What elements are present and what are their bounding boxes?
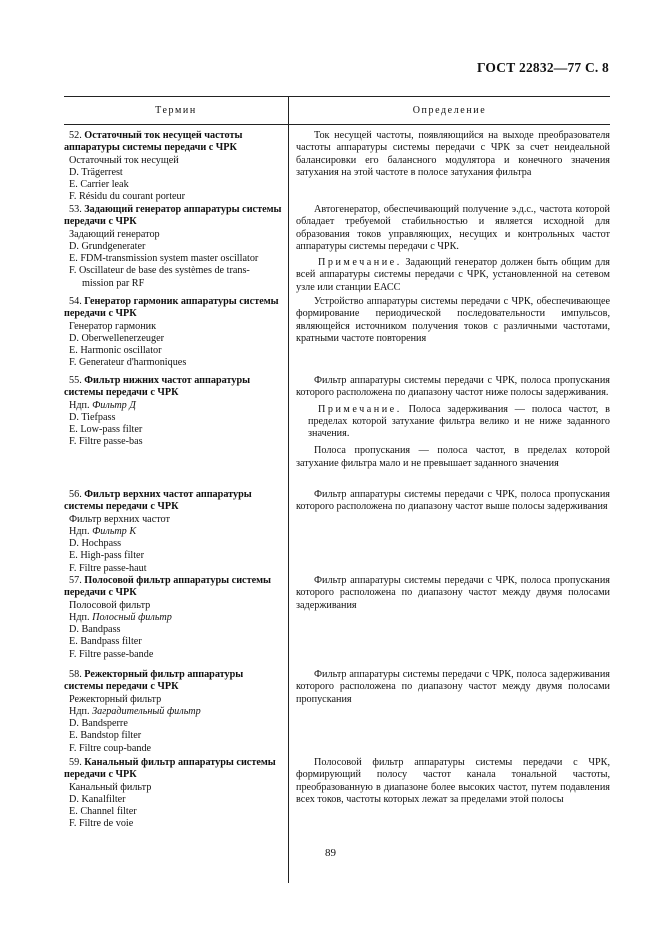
term-de: D. Bandsperre <box>69 718 128 730</box>
column-header-definition: Определение <box>412 105 487 116</box>
ndp-label: Ндп. <box>69 525 90 537</box>
term-short: Фильтр верхних частот <box>69 513 170 525</box>
term-de: D. Grundgenerater <box>69 240 146 252</box>
term-en: E. Carrier leak <box>69 179 129 191</box>
term-number: 59. <box>69 757 82 768</box>
term-59 <box>64 757 282 831</box>
term-title: Режекторный фильтр аппаратуры системы передачи с ЧРК <box>64 669 244 693</box>
note-label: Примечание. <box>318 257 402 269</box>
page-number: 89 <box>325 847 336 859</box>
note-label: Примечание. <box>318 403 402 415</box>
term-fr: F. Résidu du courant porteur <box>69 191 186 203</box>
term-number: 55. <box>69 375 82 386</box>
term-title: Фильтр верхних частот аппаратуры системы передачи с ЧРК <box>64 489 252 513</box>
definition-note <box>296 404 610 441</box>
term-title: Канальный фильтр аппаратуры системы передачи с ЧРК <box>64 757 276 781</box>
definition-text: Полосовой фильтр аппаратуры системы передачи с ЧРК, формирующий полосу частот канала тональной частоты, преобразованную в диапазоне более высоких частот, путем подавления всех токов, частоты которых лежат за пределами этой полосы <box>296 757 610 805</box>
term-53 <box>64 204 282 290</box>
term-de: D. Oberwellenerzeuger <box>69 332 165 344</box>
term-en: E. Bandstop filter <box>69 730 142 742</box>
term-fr: F. Generateur d'harmoniques <box>69 357 187 369</box>
term-short: Канальный фильтр <box>69 781 152 793</box>
definition-text: Автогенератор, обеспечивающий получение э.д.с., частота которой обладает требуемой стабильностью и является исходной для образования токов управляющих, несущих и контрольных частот аппаратуры системы передачи с ЧРК. <box>296 204 610 252</box>
definition-55 <box>296 375 610 470</box>
definition-54 <box>296 296 610 345</box>
term-fr: F. Filtre passe-haut <box>69 562 147 574</box>
term-en: E. Low-pass filter <box>69 424 143 436</box>
definition-59 <box>296 757 610 806</box>
term-en: E. Bandpass filter <box>69 636 142 648</box>
term-title: Фильтр нижних частот аппаратуры системы передачи с ЧРК <box>64 375 251 399</box>
term-short: Остаточный ток несущей <box>69 154 179 166</box>
term-title: Задающий генератор аппаратуры системы передачи с ЧРК <box>64 204 282 228</box>
term-55 <box>64 375 282 449</box>
column-divider <box>288 123 289 883</box>
term-58 <box>64 669 282 755</box>
term-number: 52. <box>69 130 82 141</box>
term-short: Режекторный фильтр <box>69 693 162 705</box>
deprecated-term: Заградительный фильтр <box>92 705 201 717</box>
document-code: ГОСТ 22832—77 С. 8 <box>476 60 609 75</box>
definition-57 <box>296 575 610 612</box>
term-number: 56. <box>69 489 82 500</box>
term-56 <box>64 489 282 575</box>
term-en: E. Harmonic oscillator <box>69 345 162 357</box>
term-57 <box>64 575 282 661</box>
term-fr: F. Oscillateur de base des systèmes de trans- <box>69 265 250 277</box>
note-text: Полоса задерживания — полоса частот, в пределах которой затухание фильтра велико и не ниже заданного значения. <box>308 403 610 440</box>
term-deprecated <box>64 706 282 718</box>
term-de: D. Hochpass <box>69 538 122 550</box>
definition-text: Фильтр аппаратуры системы передачи с ЧРК, полоса пропускания которого расположена по диапазону частот выше полосы задерживания <box>296 489 610 513</box>
note-text: Задающий генератор должен быть общим для всей аппаратуры системы передачи с ЧРК, установленной на сетевом узле или станции ЕАСС <box>296 257 610 293</box>
ndp-label: Ндп. <box>69 705 90 717</box>
term-fr: F. Filtre coup-bande <box>69 742 152 754</box>
term-short: Полосовой фильтр <box>69 599 151 611</box>
deprecated-term: Полосный фильтр <box>92 611 172 623</box>
deprecated-term: Фильтр К <box>92 525 137 537</box>
term-number: 54. <box>69 296 82 307</box>
term-54 <box>64 296 282 370</box>
term-deprecated <box>64 612 282 624</box>
deprecated-term: Фильтр Д <box>92 399 136 411</box>
definition-58 <box>296 669 610 706</box>
definition-text: Фильтр аппаратуры системы передачи с ЧРК, полоса пропускания которого расположена по диапазону частот ниже полосы задерживания. <box>296 375 610 399</box>
term-title: Полосовой фильтр аппаратуры системы передачи с ЧРК <box>64 575 272 599</box>
definition-text: Устройство аппаратуры системы передачи с ЧРК, обеспечивающее формирование периодической последовательности импульсов, являющейся источником получения токов с различными частотами, кратными частоте повторения <box>296 296 610 344</box>
term-number: 58. <box>69 669 82 680</box>
term-de: D. Trägerrest <box>69 166 123 178</box>
term-short: Генератор гармоник <box>69 320 157 332</box>
term-de: D. Tiefpass <box>69 411 116 423</box>
definition-text-2: Полоса пропускания — полоса частот, в пределах которой затухание фильтра мало и не превышает заданного значения <box>296 445 610 469</box>
term-de: D. Bandpass <box>69 624 121 636</box>
term-fr: F. Filtre passe-bande <box>69 648 154 660</box>
term-number: 57. <box>69 575 82 586</box>
definition-52 <box>296 130 610 179</box>
terms-table <box>64 96 610 830</box>
term-en: E. High-pass filter <box>69 550 144 562</box>
term-number: 53. <box>69 204 82 215</box>
definition-note <box>296 257 610 294</box>
ndp-label: Ндп. <box>69 399 90 411</box>
term-en: E. FDM-transmission system master oscillator <box>69 253 259 265</box>
definition-text: Ток несущей частоты, появляющийся на выходе преобразователя частоты аппаратуры системы передачи с ЧРК за счет неидеальной балансировки его балансного модулятора и конечного значения затухания на этой частоте в полосе затухания фильтра <box>296 130 610 178</box>
term-en: E. Channel filter <box>69 806 137 818</box>
term-title: Остаточный ток несущей частоты аппаратуры системы передачи с ЧРК <box>64 130 243 154</box>
term-deprecated <box>64 400 282 412</box>
definition-text: Фильтр аппаратуры системы передачи с ЧРК, полоса пропускания которого расположена по диапазону частот между двумя полосами задерживания <box>296 575 610 611</box>
definition-56 <box>296 489 610 514</box>
column-header-term: Термин <box>64 97 289 124</box>
term-title: Генератор гармоник аппаратуры системы передачи с ЧРК <box>64 296 279 320</box>
ndp-label: Ндп. <box>69 611 90 623</box>
term-de: D. Kanalfilter <box>69 793 126 805</box>
term-52 <box>64 130 282 204</box>
term-deprecated <box>64 526 282 538</box>
term-fr: F. Filtre de voie <box>69 818 134 830</box>
definition-53 <box>296 204 610 294</box>
term-fr-continued: mission par RF <box>82 277 145 289</box>
term-short: Задающий генератор <box>69 228 160 240</box>
table-header <box>64 96 610 125</box>
definition-text: Фильтр аппаратуры системы передачи с ЧРК, полоса задерживания которого расположена по диапазону частот между двумя полосами пропускания <box>296 669 610 705</box>
term-fr: F. Filtre passe-bas <box>69 436 143 448</box>
